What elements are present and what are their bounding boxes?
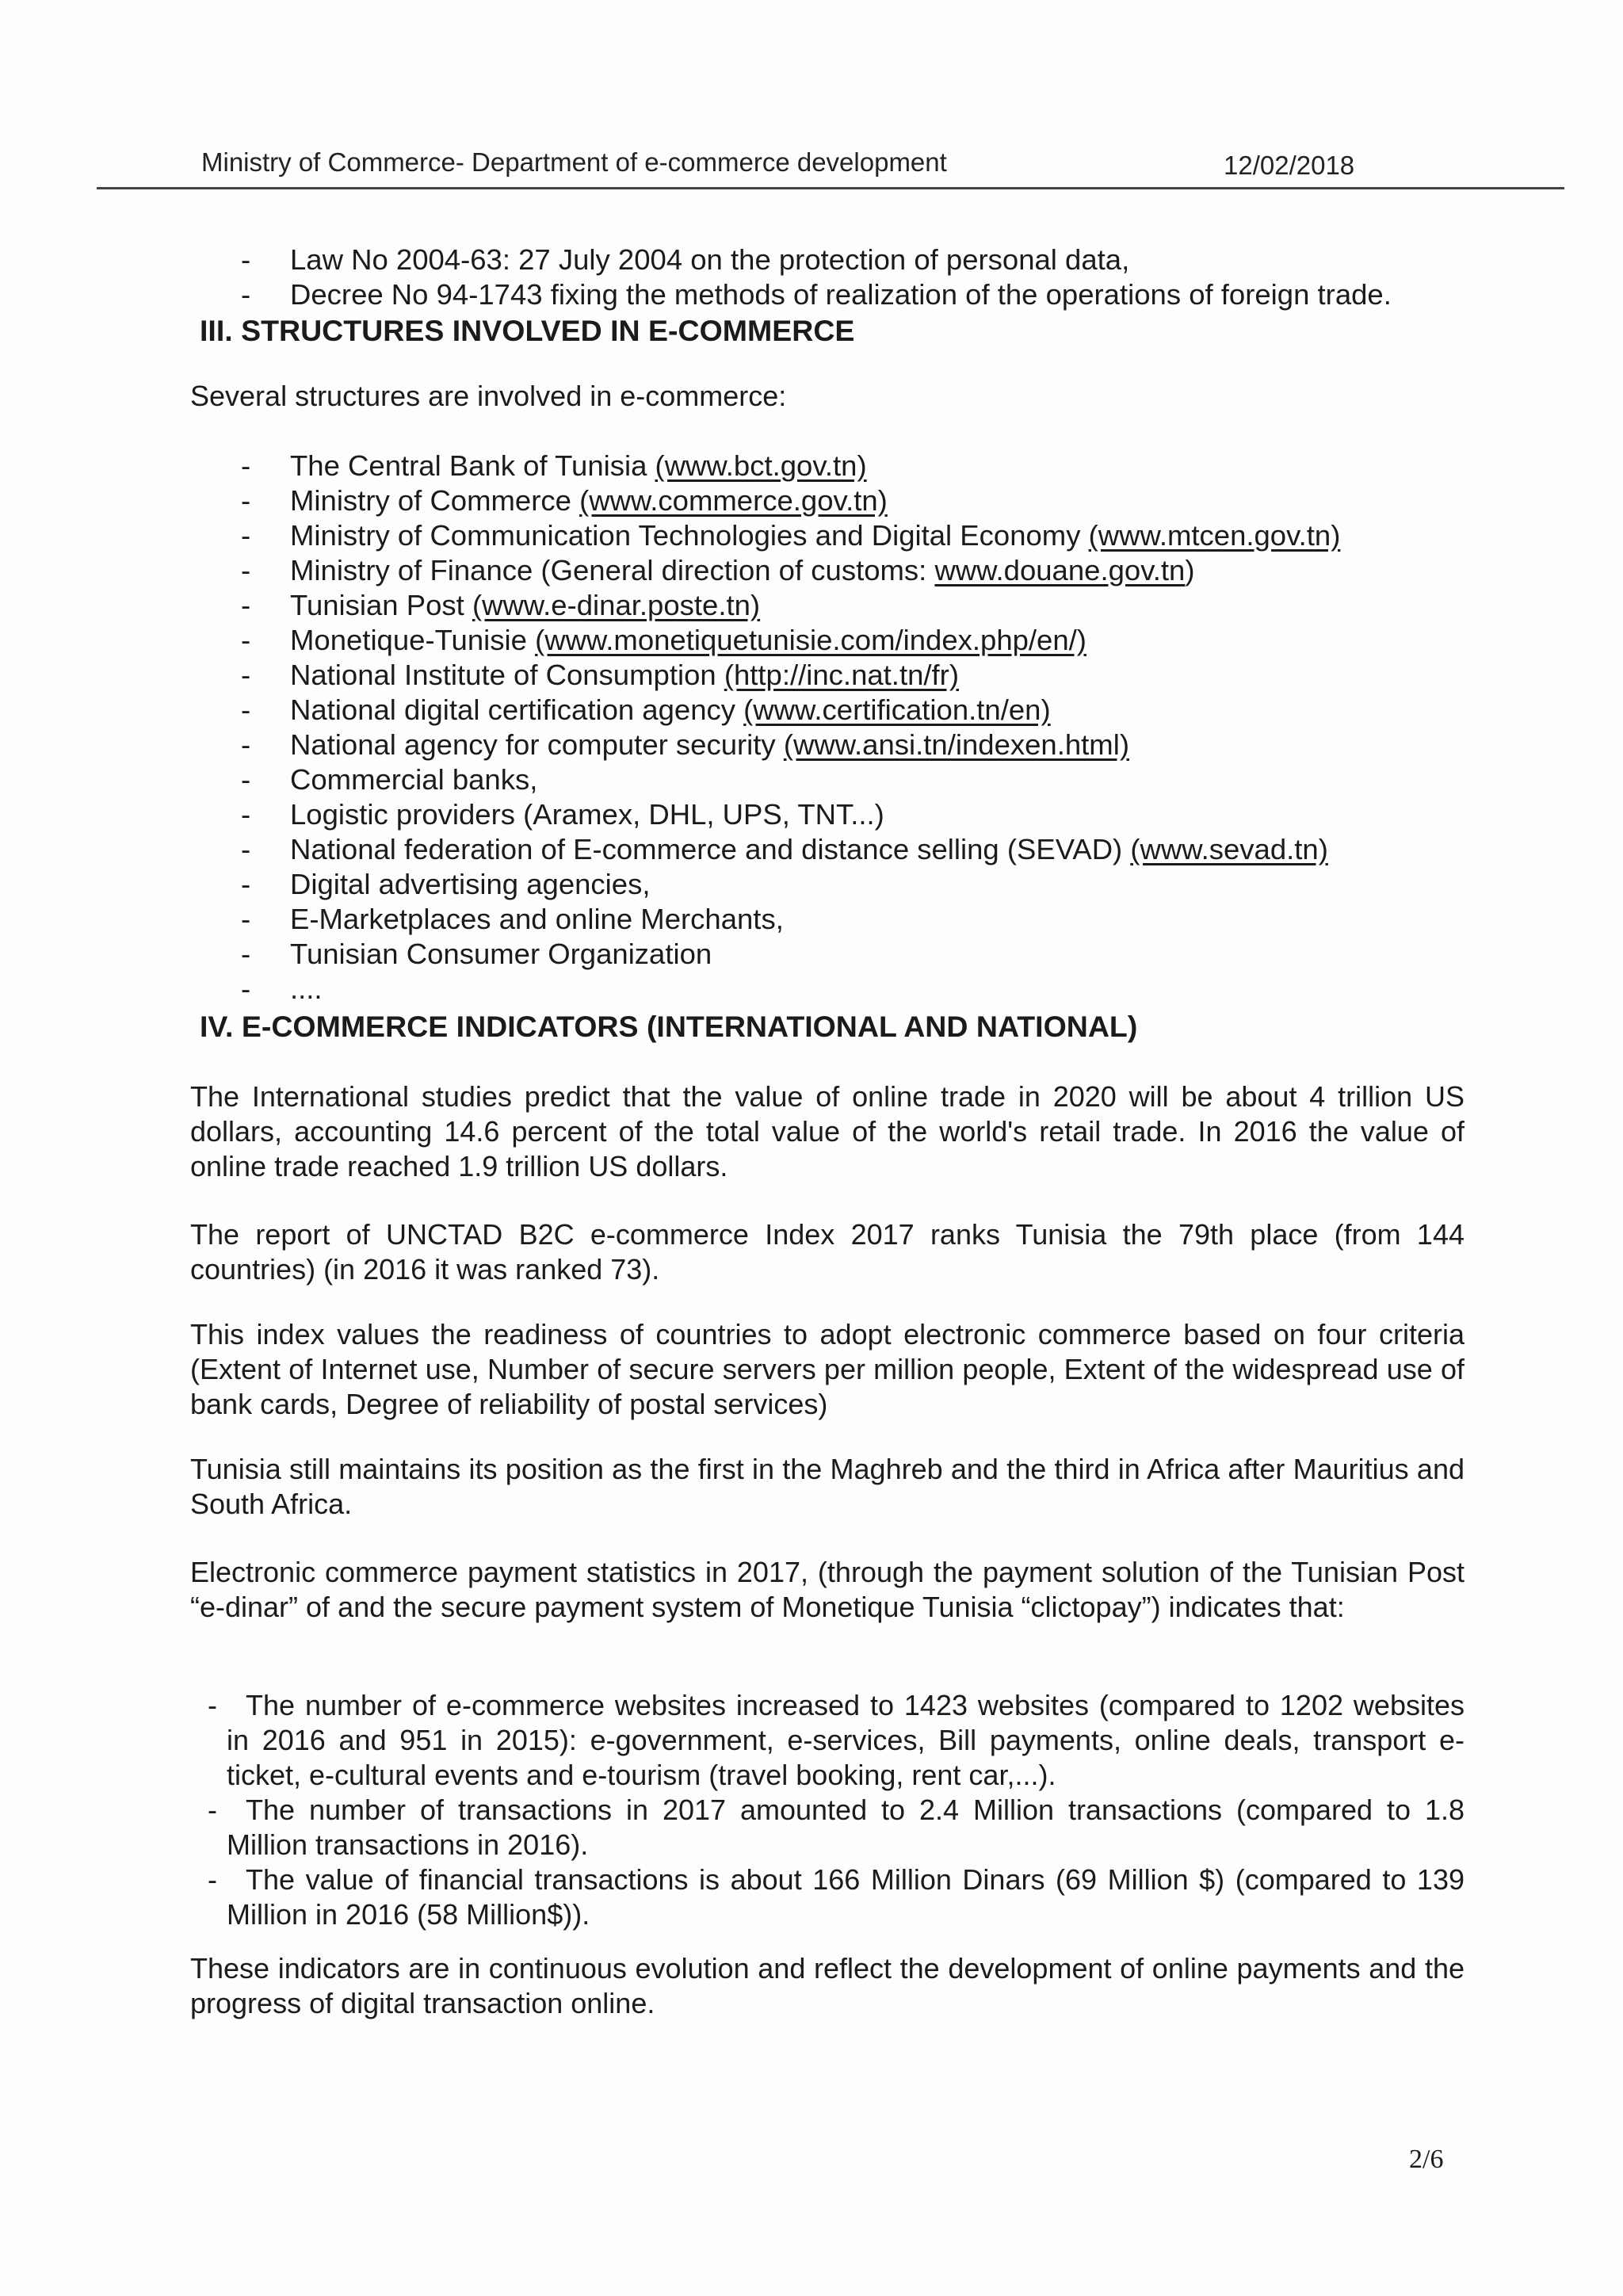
list-item: - The Central Bank of Tunisia (www.bct.gov.tn) xyxy=(241,449,867,482)
list-item: - National agency for computer security (www.ansi.tn/indexen.html) xyxy=(241,728,1129,761)
website-link[interactable]: (www.sevad.tn) xyxy=(1130,833,1328,865)
section-intro: Several structures are involved in e-commerce: xyxy=(190,380,787,412)
website-link[interactable]: (www.mtcen.gov.tn) xyxy=(1088,519,1341,552)
list-item: - Monetique-Tunisie (www.monetiquetunisie.com/index.php/en/) xyxy=(241,624,1086,656)
list-item: - Ministry of Finance (General direction of customs: www.douane.gov.tn) xyxy=(241,554,1195,586)
website-link[interactable]: (www.certification.tn/en) xyxy=(743,693,1051,726)
website-link[interactable]: (www.ansi.tn/indexen.html) xyxy=(783,728,1129,761)
paragraph-unctad: The report of UNCTAD B2C e-commerce Index 2017 ranks Tunisia the 79th place (from 144 countries) (in 2016 it was ranked 73). xyxy=(190,1218,1465,1286)
paragraph-international: The International studies predict that the value of online trade in 2020 will be about 4 trillion US dollars, accounting 14.6 percent of the total value of the world's retail trade. In 2016 the value of online trade reached 1.9 trillion US dollars. xyxy=(190,1080,1465,1182)
indicator-item: - The value of financial transactions is about 166 Million Dinars (69 Million $) (compared to 139 Million in 2016 (58 Million$)). xyxy=(208,1863,1465,1931)
indicator-item: - The number of transactions in 2017 amounted to 2.4 Million transactions (compared to 1.8 Million transactions in 2016). xyxy=(208,1794,1465,1861)
list-item: - Commercial banks, xyxy=(241,763,538,796)
list-item: - National federation of E-commerce and distance selling (SEVAD) (www.sevad.tn) xyxy=(241,833,1328,865)
list-item: - E-Marketplaces and online Merchants, xyxy=(241,903,784,935)
list-item: - Digital advertising agencies, xyxy=(241,868,651,900)
list-item: - .... xyxy=(241,972,323,1005)
website-link[interactable]: (http://inc.nat.tn/fr) xyxy=(724,659,959,691)
list-item: - Logistic providers (Aramex, DHL, UPS, TNT...) xyxy=(241,798,884,831)
paragraph-payment-stats: Electronic commerce payment statistics in 2017, (through the payment solution of the Tunisian Post “e-dinar” of and the secure payment system of Monetique Tunisia “clictopay”) indicates that: xyxy=(190,1556,1465,1623)
header-title: Ministry of Commerce- Department of e-commerce development xyxy=(201,147,947,177)
paragraph-index: This index values the readiness of countries to adopt electronic commerce based on four criteria (Extent of Internet use, Number of secure servers per million people, Extent of the widespread use of bank cards, Degree of reliability of postal services) xyxy=(190,1318,1465,1420)
header-divider xyxy=(97,187,1564,189)
website-link[interactable]: www.douane.gov.tn xyxy=(934,554,1186,586)
section-heading-indicators: IV. E-COMMERCE INDICATORS (INTERNATIONAL AND NATIONAL) xyxy=(200,1010,1138,1043)
list-item: - National Institute of Consumption (http://inc.nat.tn/fr) xyxy=(241,659,959,691)
law-item: - Decree No 94-1743 fixing the methods of realization of the operations of foreign trade. xyxy=(241,278,1392,311)
law-item: - Law No 2004-63: 27 July 2004 on the protection of personal data, xyxy=(241,243,1130,276)
paragraph-conclusion: These indicators are in continuous evolution and reflect the development of online payments and the progress of digital transaction online. xyxy=(190,1952,1465,2019)
list-item: - Ministry of Communication Technologies and Digital Economy (www.mtcen.gov.tn) xyxy=(241,519,1341,552)
page-number: 2/6 xyxy=(1409,2145,1444,2174)
website-link[interactable]: (www.bct.gov.tn) xyxy=(655,449,867,482)
paragraph-maghreb: Tunisia still maintains its position as the first in the Maghreb and the third in Africa after Mauritius and South Africa. xyxy=(190,1453,1465,1520)
indicator-item: - The number of e-commerce websites increased to 1423 websites (compared to 1202 websites in 2016 and 951 in 2015): e-government, e-services, Bill payments, online deals, transport e-ticket, e-cultural events and e-tourism (travel booking, rent car,...). xyxy=(208,1689,1465,1791)
list-item: - National digital certification agency (www.certification.tn/en) xyxy=(241,693,1051,726)
list-item: - Tunisian Post (www.e-dinar.poste.tn) xyxy=(241,589,761,621)
website-link[interactable]: (www.commerce.gov.tn) xyxy=(579,484,888,517)
list-item: - Tunisian Consumer Organization xyxy=(241,938,712,970)
header-date: 12/02/2018 xyxy=(1224,151,1355,180)
list-item: - Ministry of Commerce (www.commerce.gov.tn) xyxy=(241,484,888,517)
website-link[interactable]: (www.e-dinar.poste.tn) xyxy=(472,589,761,621)
website-link[interactable]: (www.monetiquetunisie.com/index.php/en/) xyxy=(535,624,1086,656)
section-heading-structures: III. STRUCTURES INVOLVED IN E-COMMERCE xyxy=(200,314,855,347)
